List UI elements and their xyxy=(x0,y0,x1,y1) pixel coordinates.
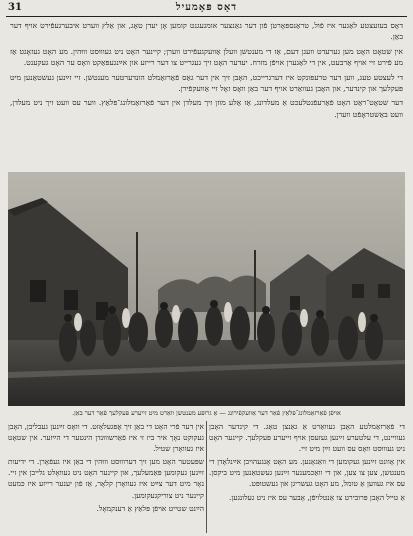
paragraph: אין שטאָט האָט מען גערעדט וועגן דעם, אַז די מענטשן וועלן אַוועקגעפֿירט ווערן; קיינער האָט ניט געוווּסט וווּהין. מע האָט געזאָגט אַז מע פֿירט זיי אויף אַרבעט, אין די לאַגערן אויפֿן מזרח. יעדער האָט זיך געגרייט צו דער רייזע און אײַנגעפּאַקט וואָס ער האָט געקענט. xyxy=(10,46,403,68)
paragraph: דער שטאָט־ראַט האָט פֿאַרעפֿנטלעכט אַ מעלדונג, אַז אַלע מוזן זיך מעלדן אין דער פֿאַרזאַמלונג־פּלאַץ. ווער עס וועט זיך ניט מעלדן, וועט באַשטראָפֿט ווערן. xyxy=(10,98,403,119)
text-column-right xyxy=(209,421,405,533)
paragraph: די פֿאַרזאַמלטע האָבן געוואַרט אַ גאַנצן טאָג. די קינדער האָבן געוויינט, די עלטערע זײַנען געזעסן אויף זייערע פּעקלעך. קיינער האָט ניט געוווּסט וואָס עס וועט זײַן מיט זיי. xyxy=(209,422,405,454)
paragraph: אין אָוונט זײַנען געקומען די וואַגאָנען. מע האָט אָנגעהויבן אײַנלאָדן די מענטשן, צען צו צען, און די וואַכמענער זײַנען געשטאַנען מיט ביקסן. עס איז געווען אַ טומל, מע האָט געשריגן און געשטופּט. xyxy=(209,457,405,489)
top-text-block xyxy=(10,20,403,170)
paragraph: די לעצטע טעג, ווען דער טרעפּונקט איז דערגרייכט, האָבן זיך אין דער גאַס פֿאַרזאַמלט הונדערטער מענטשן. זיי זײַנען געשטאַנען מיט פּעקלעך און קינדער, און האָבן געוואַרט אויף דער באַן וואָס זאָל זיי אַוועקפֿירן. xyxy=(10,72,403,94)
page-header xyxy=(6,2,407,17)
paragraph: שפּעטער האָט מען זיך דערוווּסט וווּהין די באַן איז געפֿאָרן. די ידיעות זײַנען געקומען פּאַמעלעך, און קיינער האָט ניט געוואָלט גלייבן אין זיי. נאָר מיט דער צײַט איז געוואָרן קלאָר, אַז פֿון יענער רייזע איז כּמעט קיינער ניט צוריקגעקומען. xyxy=(8,457,204,500)
text-column-left xyxy=(8,421,204,533)
paragraph: אַ טייל האָבן פּרובירט צו אַנטלויפֿן, אָבער עס איז ניט געלונגען. xyxy=(229,492,405,502)
paragraph: דאָס בעזעצטע לאַגער איז פֿול, טראַנספּאָרטן פֿון דער גאַנצער אומגעגנט קומען אָן יעדן טאָג, און אַלץ ווערט איבערגעפֿירט אויף דער באַן. xyxy=(10,21,403,42)
column-divider xyxy=(206,421,207,533)
photo-caption: אויפֿן פֿאַרזאַמלונג־פּלאַץ פֿאַר דער אַוועקפֿירונג — אַ גרופּע מענטשן וואַרט מיט זייערע פּעקלעך פֿאַר דער באַן. xyxy=(72,409,341,417)
paragraph: אין דער פֿרי האָט די באַן זיך אָפּגעלאָזט. די וואָס זײַנען געבליבן, האָבן געקוקט נאָך איר ביז זי איז פֿאַרשוווּנדן הינטער די הײַזער. אין שטאָט איז געוואָרן שטיל. xyxy=(8,422,204,454)
paragraph: הײַנט שטייט אויפֿן פּלאַץ אַ דענקמאָל. xyxy=(96,503,204,513)
page-number: 31 xyxy=(8,2,22,13)
running-title: דאָס פּאָמעיל xyxy=(175,2,238,13)
historical-photograph xyxy=(8,172,405,406)
